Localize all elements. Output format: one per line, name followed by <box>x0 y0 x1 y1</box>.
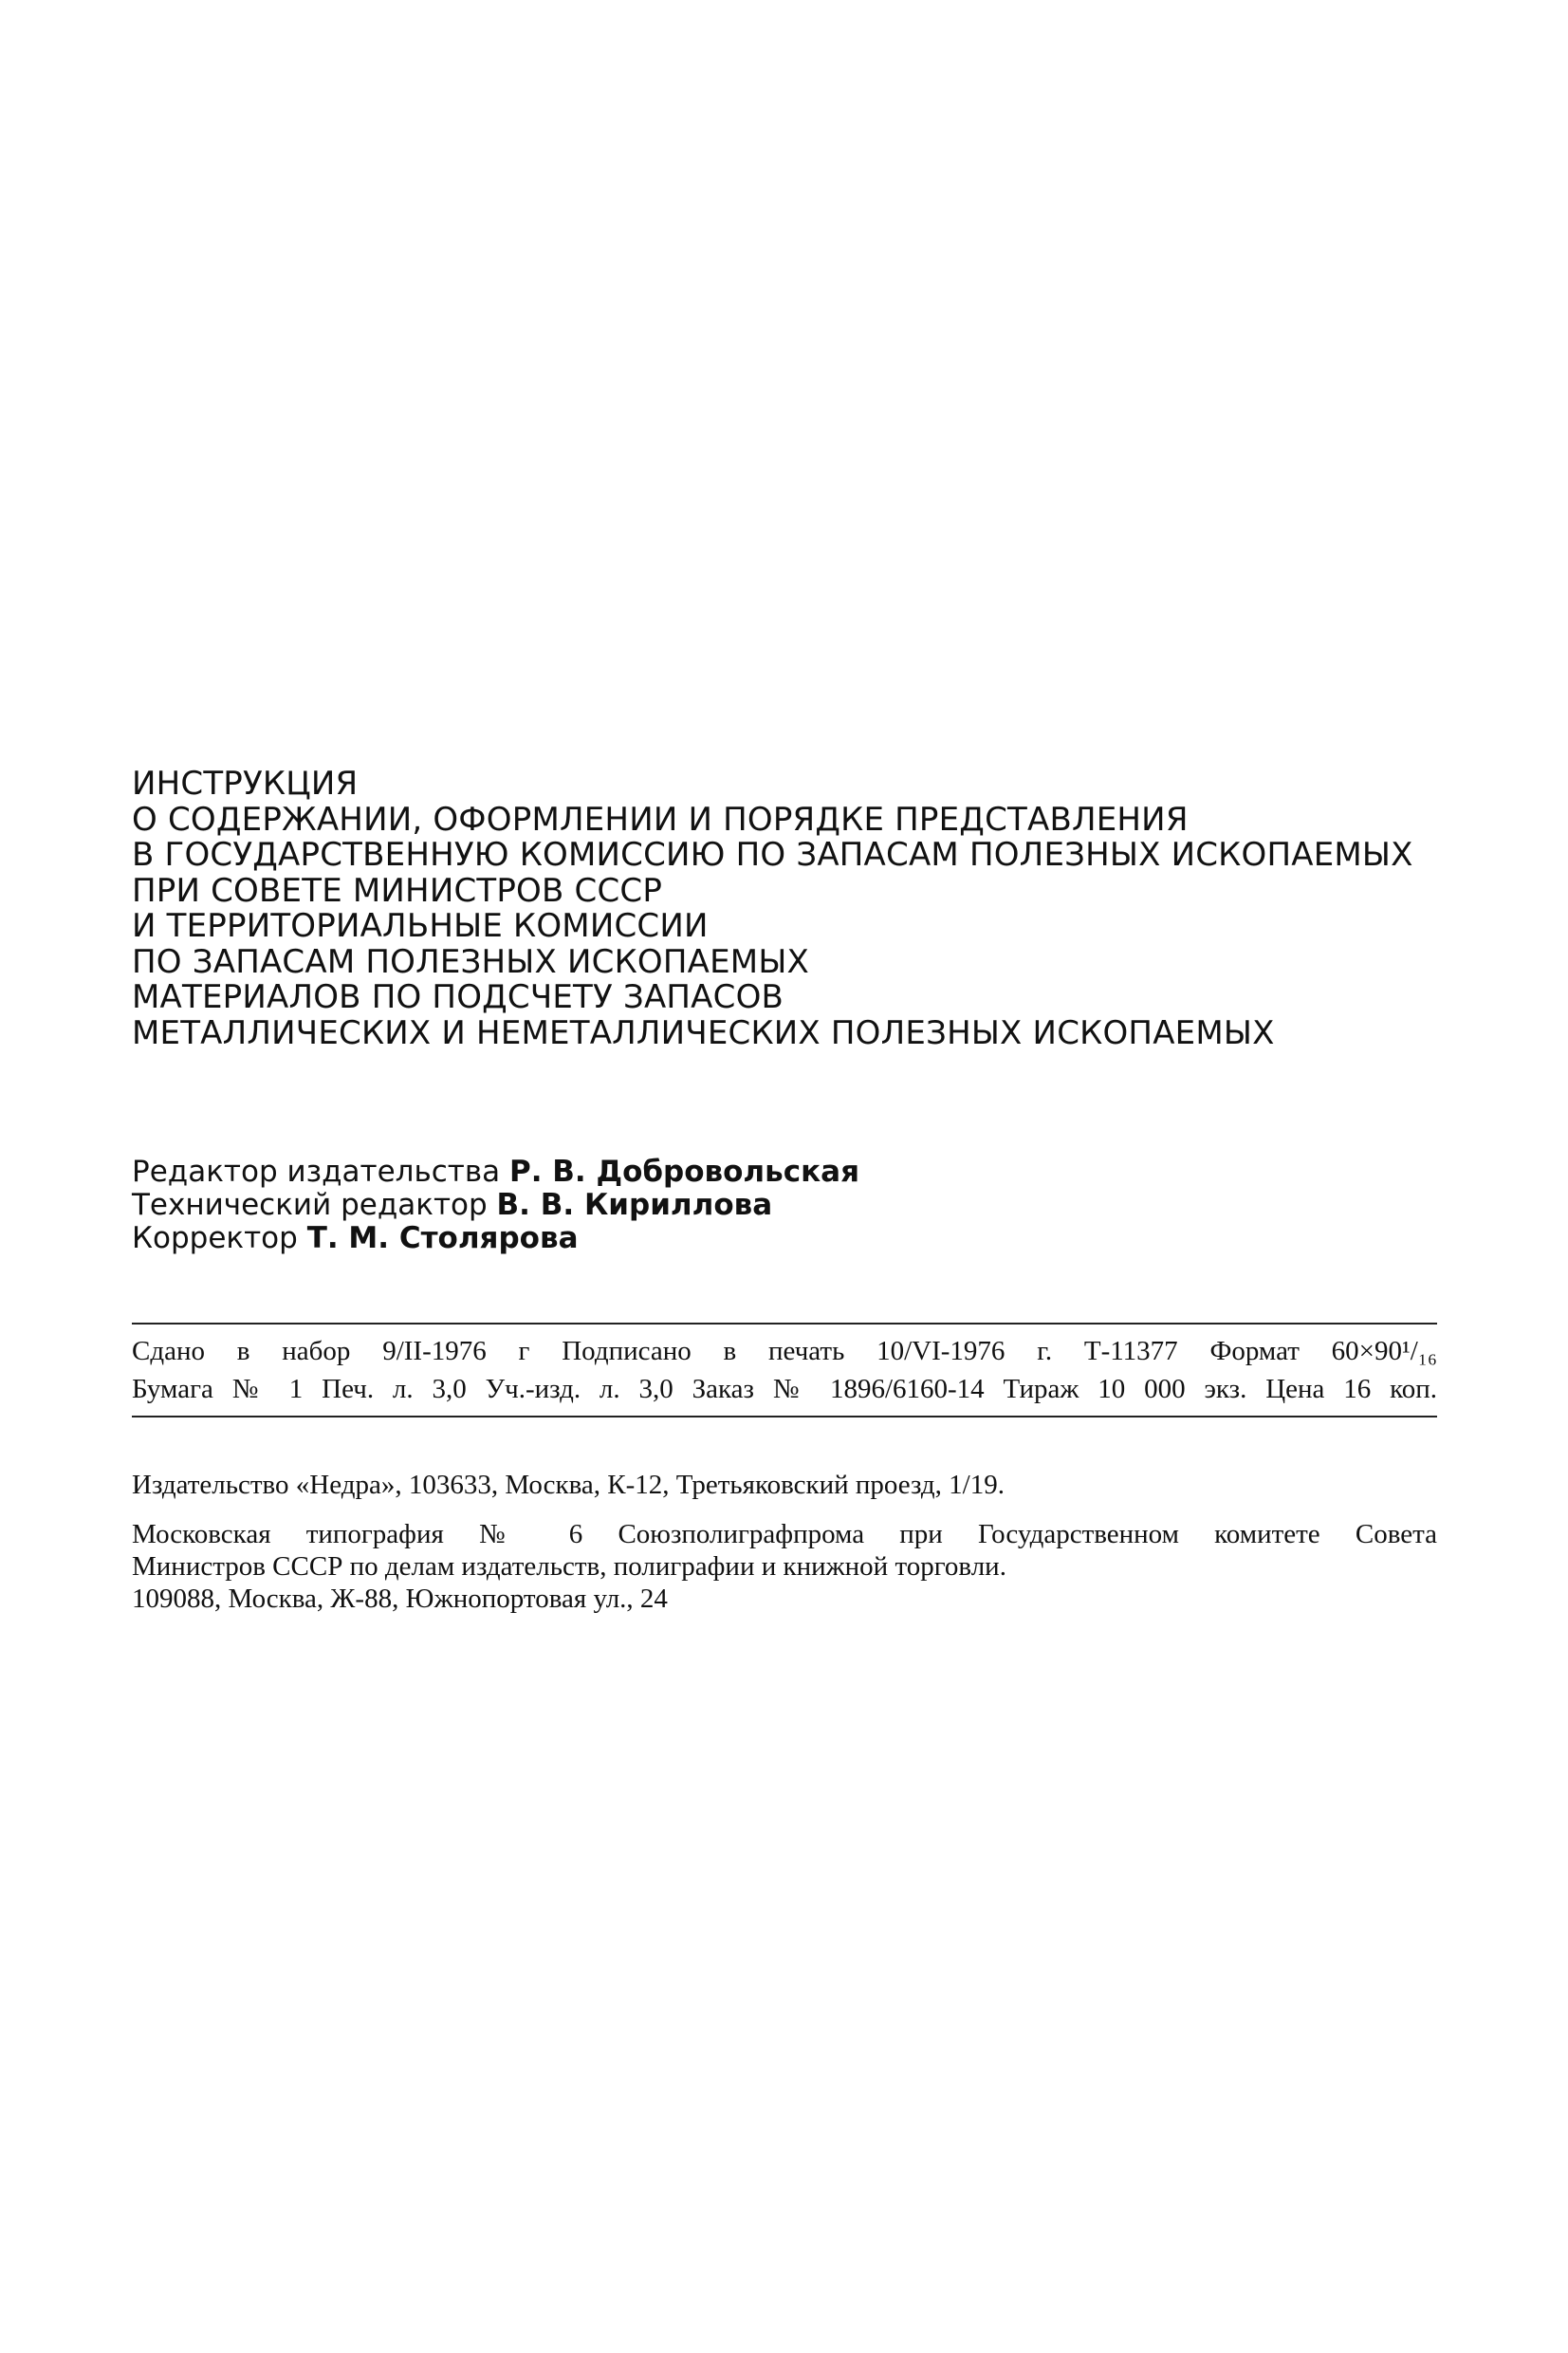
printer-imprint <box>132 1518 1437 1615</box>
publisher-imprint: Издательство «Недра», 103633, Москва, К-12, Третьяковский проезд, 1/19. <box>132 1470 1005 1500</box>
title-line-8: МЕТАЛЛИЧЕСКИХ И НЕМЕТАЛЛИЧЕСКИХ ПОЛЕЗНЫХ ИСКОПАЕМЫХ <box>132 1013 1275 1052</box>
credit-technical-editor <box>132 1189 859 1222</box>
print-data-block <box>132 1332 1437 1408</box>
credit-role: Корректор <box>132 1221 298 1255</box>
credit-role: Технический редактор <box>132 1188 488 1222</box>
title-line-3: В ГОСУДАРСТВЕННУЮ КОМИССИЮ ПО ЗАПАСАМ ПОЛЕЗНЫХ ИСКОПАЕМЫХ <box>132 836 1413 874</box>
printer-line-3: 109088, Москва, Ж-88, Южнопортовая ул., 24 <box>132 1584 668 1614</box>
title-line-1: ИНСТРУКЦИЯ <box>132 765 359 803</box>
document-title <box>132 767 1460 1051</box>
credit-name: Р. В. Добровольская <box>508 1155 859 1189</box>
printer-line-2: Министров СССР по делам издательств, полиграфии и книжной торговли. <box>132 1551 1006 1582</box>
credit-proofreader <box>132 1222 859 1255</box>
print-data-line-1: Сдано в набор 9/II-1976 г Подписано в печать 10/VI-1976 г. Т-11377 Формат 60×90¹/₁₆ <box>132 1336 1437 1366</box>
title-line-5: И ТЕРРИТОРИАЛЬНЫЕ КОМИССИИ <box>132 907 709 945</box>
credit-role: Редактор издательства <box>132 1155 501 1189</box>
title-line-2: О СОДЕРЖАНИИ, ОФОРМЛЕНИИ И ПОРЯДКЕ ПРЕДСТАВЛЕНИЯ <box>132 800 1189 839</box>
printer-line-1: Московская типография № 6 Союзполиграфпрома при Государственном комитете Совета <box>132 1519 1437 1549</box>
credit-publishing-editor <box>132 1156 859 1189</box>
credit-name: Т. М. Столярова <box>306 1221 579 1255</box>
title-line-7: МАТЕРИАЛОВ ПО ПОДСЧЕТУ ЗАПАСОВ <box>132 978 784 1016</box>
credit-name: В. В. Кириллова <box>496 1188 773 1222</box>
top-rule <box>132 1323 1437 1325</box>
credits-block <box>132 1156 859 1255</box>
print-data-line-2: Бумага № 1 Печ. л. 3,0 Уч.-изд. л. 3,0 Заказ № 1896/6160-14 Тираж 10 000 экз. Цена 16 коп. <box>132 1374 1437 1404</box>
title-line-6: ПО ЗАПАСАМ ПОЛЕЗНЫХ ИСКОПАЕМЫХ <box>132 942 810 981</box>
bottom-rule <box>132 1416 1437 1417</box>
title-line-4: ПРИ СОВЕТЕ МИНИСТРОВ СССР <box>132 871 663 910</box>
